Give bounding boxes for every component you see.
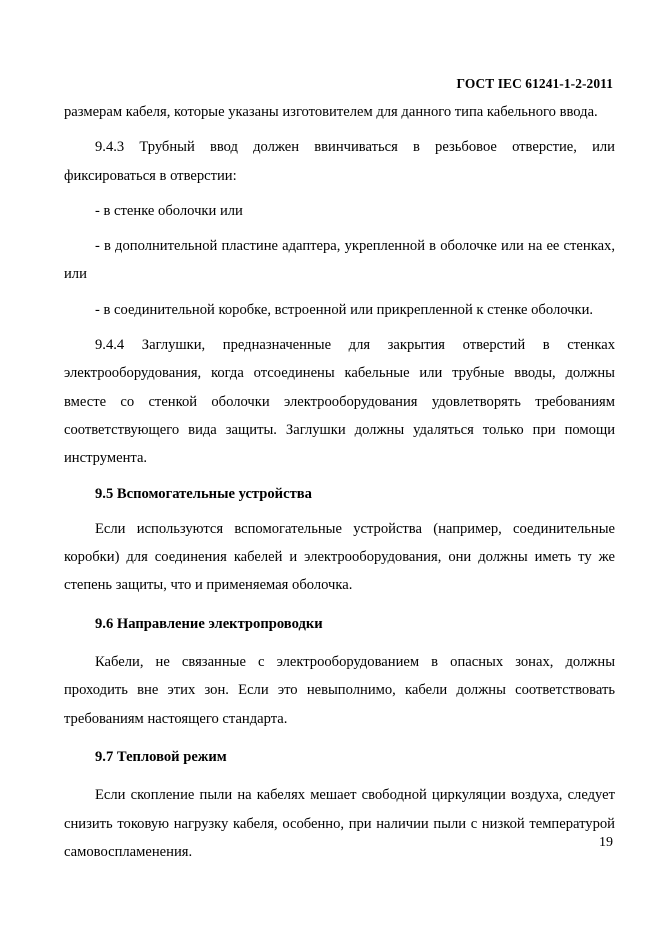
section-heading-9-5: 9.5 Вспомогательные устройства [95, 485, 312, 502]
paragraph-9-4-3: 9.4.3 Трубный ввод должен ввинчиваться в резьбовое отверстие, или фиксироваться в отверстии: [64, 139, 615, 184]
paragraph-9-7: Если скопление пыли на кабелях мешает свободной циркуляции воздуха, следует снизить токовую нагрузку кабеля, особенно, при наличии пыли с низкой температурой самовоспламенения. [64, 787, 615, 860]
list-item-wall: - в стенке оболочки или [95, 202, 243, 219]
page-number: 19 [599, 835, 613, 850]
paragraph-9-6: Кабели, не связанные с электрооборудованием в опасных зонах, должны проходить вне этих зон. Если это невыполнимо, кабели должны соответствовать требованиям настоящего стандарта. [64, 654, 615, 727]
continuation-paragraph: размерам кабеля, которые указаны изготовителем для данного типа кабельного ввода. [64, 104, 598, 120]
section-heading-9-6: 9.6 Направление электропроводки [95, 615, 323, 632]
standard-header: ГОСТ IEC 61241-1-2-2011 [456, 76, 613, 91]
section-heading-9-7: 9.7 Тепловой режим [95, 748, 227, 765]
paragraph-9-5: Если используются вспомогательные устройства (например, соединительные коробки) для соединения кабелей и электрооборудования, они должны иметь ту же степень защиты, что и применяемая оболочка. [64, 520, 615, 594]
page-body [64, 98, 615, 866]
list-item-junction-box: - в соединительной коробке, встроенной или прикрепленной к стенке оболочки. [95, 301, 594, 318]
list-item-adapter-plate: - в дополнительной пластине адаптера, укрепленной в оболочке или на ее стенках, или [64, 238, 615, 283]
paragraph-9-4-4: 9.4.4 Заглушки, предназначенные для закрытия отверстий в стенках электрооборудования, когда отсоединены кабельные или трубные вводы, должны вместе со стенкой оболочки электрооборудования удовлетворять требованиям соответствующего вида защиты. Заглушки должны удаляться только при помощи инструмента. [64, 337, 615, 467]
